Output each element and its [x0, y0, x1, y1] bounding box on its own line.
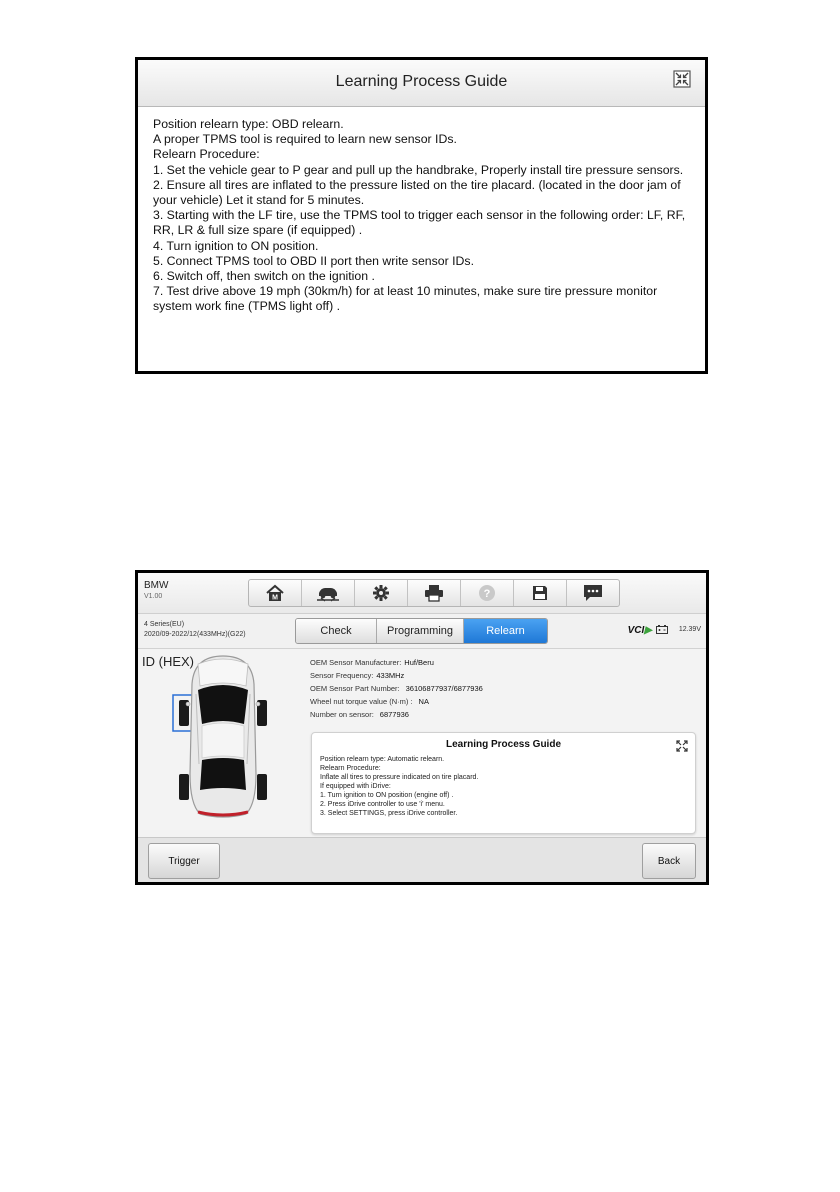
vci-status	[628, 625, 652, 636]
mini-guide-line: 1. Turn ignition to ON position (engine off) .	[320, 792, 454, 799]
home-button[interactable]	[249, 580, 302, 606]
mini-guide-body	[320, 755, 478, 818]
dialog-header	[138, 60, 705, 107]
info-value: 36106877937/6877936	[405, 684, 483, 693]
car-lift-icon	[316, 584, 340, 602]
message-icon	[583, 584, 603, 602]
info-value: Huf/Beru	[404, 658, 434, 667]
help-button[interactable]	[461, 580, 514, 606]
function-tabs	[295, 618, 548, 644]
id-hex-label: ID (HEX)	[142, 654, 194, 669]
car-top-view	[168, 654, 278, 820]
guide-line: 3. Starting with the LF tire, use the TPMS tool to trigger each sensor in the following order: LF, RF, RR, LR & full size spare (if equipped) .	[153, 208, 686, 238]
relearn-screen	[135, 570, 709, 885]
mini-guide-title: Learning Process Guide	[445, 739, 562, 750]
printer-icon	[424, 584, 444, 602]
info-label: OEM Sensor Manufacturer:	[310, 658, 402, 667]
guide-line: Position relearn type: OBD relearn.	[153, 117, 344, 131]
mini-guide-line: 3. Select SETTINGS, press iDrive controller.	[320, 810, 458, 817]
battery-voltage: 12.39V	[678, 626, 701, 633]
info-row	[310, 682, 483, 695]
info-value: 6877936	[379, 710, 409, 719]
mini-guide-line: Position relearn type: Automatic relearn.	[320, 756, 445, 763]
tab-relearn[interactable]: Relearn	[464, 619, 547, 643]
sensor-info	[310, 656, 483, 721]
print-button[interactable]	[408, 580, 461, 606]
help-icon	[478, 584, 496, 602]
mini-guide-line: Relearn Procedure:	[320, 765, 381, 772]
toolbar	[248, 579, 620, 607]
tab-programming[interactable]: Programming	[377, 619, 464, 643]
expand-icon[interactable]	[676, 740, 688, 752]
info-value: NA	[418, 697, 429, 706]
guide-line: 4. Turn ignition to ON position.	[153, 238, 319, 253]
dialog-body	[138, 107, 705, 315]
guide-line: A proper TPMS tool is required to learn new sensor IDs.	[153, 132, 457, 147]
trigger-button[interactable]: Trigger	[148, 843, 220, 879]
gear-icon	[372, 584, 390, 602]
mini-guide-line: 2. Press iDrive controller to use 'i' menu.	[320, 801, 445, 808]
mini-guide-panel	[311, 732, 696, 834]
vehicle-make: BMW	[144, 580, 169, 591]
info-row	[310, 708, 483, 721]
svg-text:M: M	[272, 594, 278, 602]
back-button[interactable]: Back	[642, 843, 696, 879]
tire-lr[interactable]	[179, 774, 189, 800]
guide-line: Relearn Procedure:	[153, 147, 260, 162]
tire-rr[interactable]	[257, 774, 267, 800]
vehicle-spec: 2020/09-2022/12(433MHz)(G22)	[144, 631, 246, 638]
svg-text:?: ?	[483, 588, 491, 600]
home-icon	[265, 584, 285, 602]
mini-guide-line: If equipped with iDrive:	[320, 783, 391, 790]
guide-line: 1. Set the vehicle gear to P gear and pull up the handbrake, Properly install tire pressure sensors.	[153, 162, 684, 177]
learning-guide-dialog	[135, 57, 708, 374]
mini-guide-line: Inflate all tires to pressure indicated on tire placard.	[320, 774, 479, 781]
info-label: Number on sensor:	[310, 710, 374, 719]
info-label: OEM Sensor Part Number:	[310, 684, 400, 693]
bottom-bar	[138, 837, 706, 882]
guide-line: 6. Switch off, then switch on the ignition .	[153, 269, 375, 284]
save-button[interactable]	[514, 580, 567, 606]
software-version: V1.00	[144, 593, 163, 600]
save-icon	[532, 585, 548, 601]
tab-check[interactable]: Check	[296, 619, 377, 643]
sub-bar	[138, 614, 706, 649]
info-row	[310, 695, 483, 708]
info-label: Sensor Frequency:	[310, 671, 374, 680]
info-row	[310, 656, 483, 669]
vci-connected-icon: ▶	[644, 625, 652, 636]
top-bar	[138, 573, 706, 614]
info-row	[310, 669, 483, 682]
vci-label: VCI	[627, 625, 645, 636]
vehicle-button[interactable]	[302, 580, 355, 606]
vehicle-model: 4 Series(EU)	[144, 621, 185, 628]
collapse-icon[interactable]	[673, 70, 691, 88]
guide-line: 2. Ensure all tires are inflated to the pressure listed on the tire placard. (located in the door jam of your vehicle) Let it stand for 5 minutes.	[153, 177, 681, 208]
main-panel	[138, 648, 706, 838]
dialog-title: Learning Process Guide	[335, 73, 508, 90]
info-label: Wheel nut torque value (N·m) :	[310, 697, 413, 706]
battery-icon	[656, 625, 668, 634]
info-value: 433MHz	[376, 671, 405, 680]
message-button[interactable]	[567, 580, 619, 606]
guide-line: 5. Connect TPMS tool to OBD II port then write sensor IDs.	[153, 253, 474, 268]
guide-line: 7. Test drive above 19 mph (30km/h) for at least 10 minutes, make sure tire pressure monitor system work fine (TPMS light off) .	[153, 284, 658, 314]
settings-button[interactable]	[355, 580, 408, 606]
